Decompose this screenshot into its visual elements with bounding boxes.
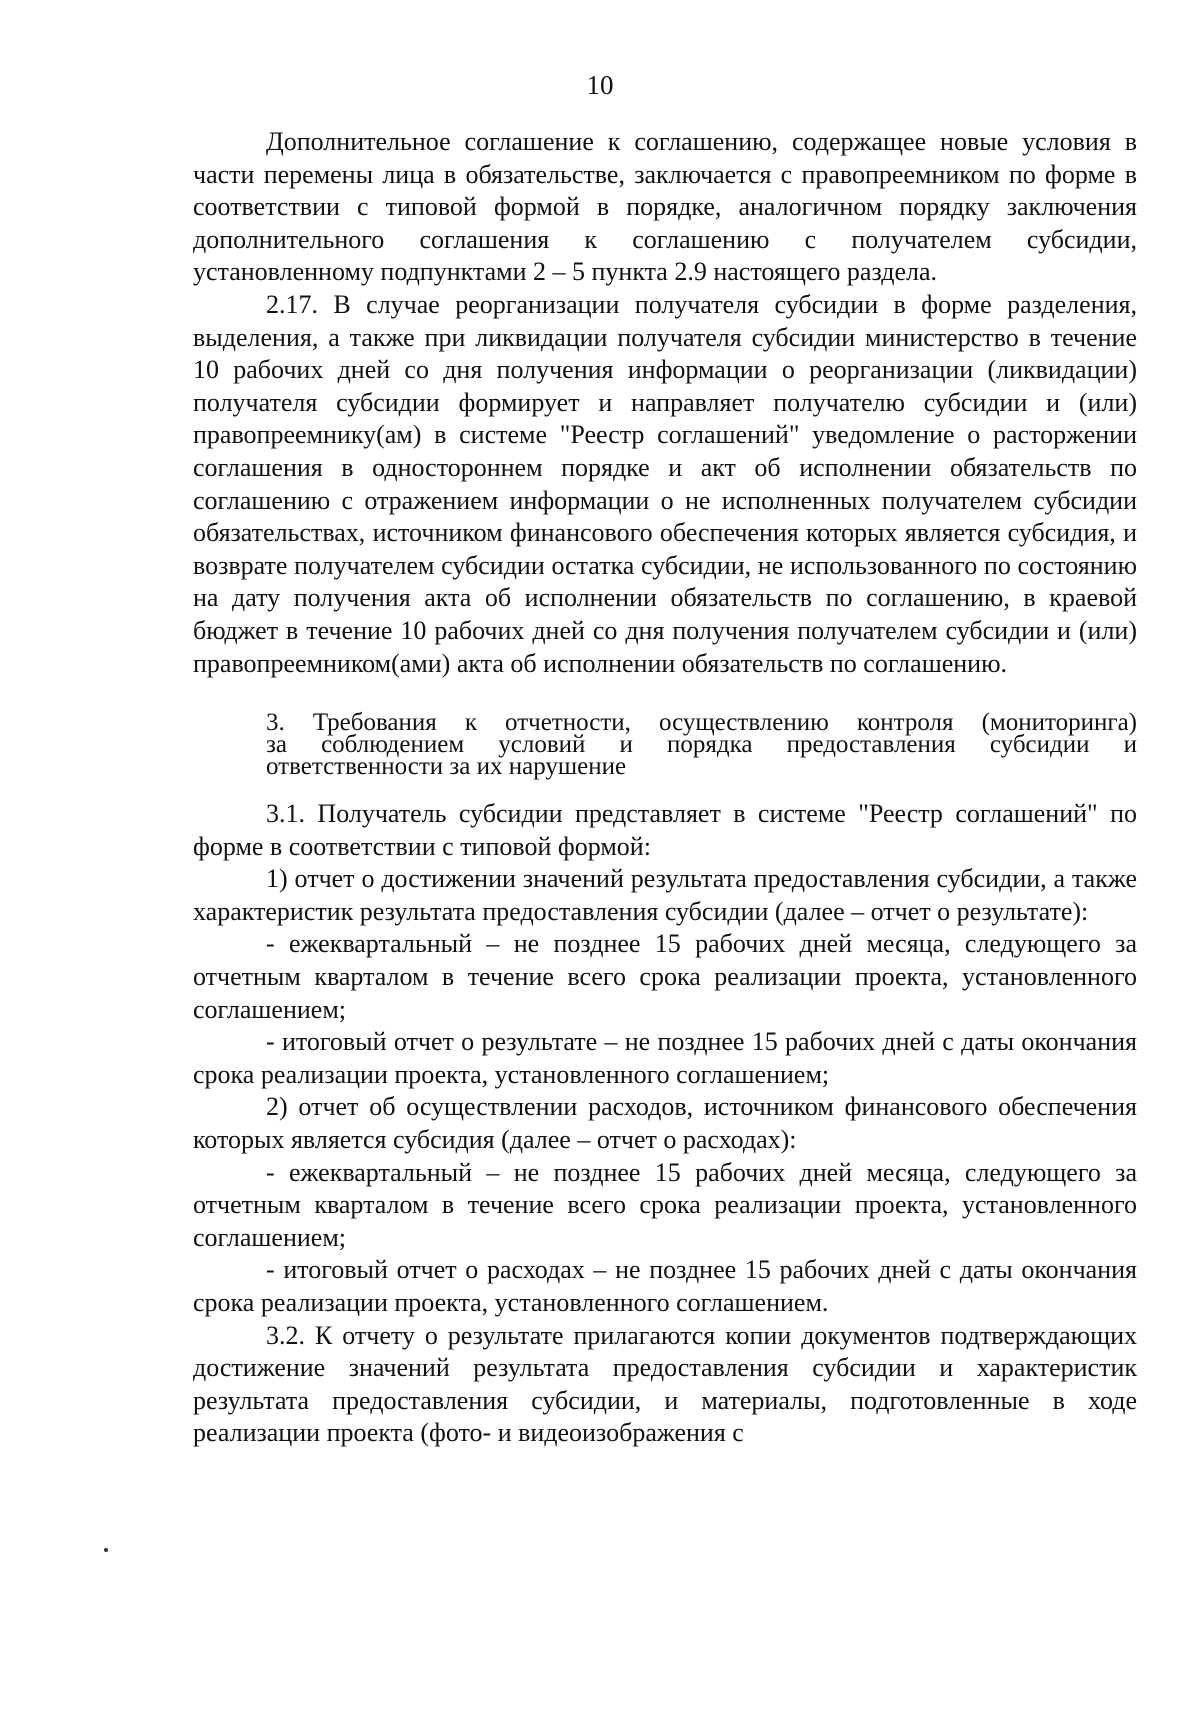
paragraph-additional-agreement: Дополнительное соглашение к соглашению, содержащее новые условия в части перемены лица в обязательстве, заключается с правопреемником по форме в соответствии с типовой формой в порядке, аналогичном порядку заключения дополнительного соглашения к соглашению с получателем субсидии, установленному подпунктами 2 – 5 пункта 2.9 настоящего раздела. (193, 127, 1137, 287)
section-heading-line-3: ответственности за их нарушение (266, 753, 627, 781)
page-number: 10 (586, 70, 614, 100)
section-heading-line-1: 3. Требования к отчетности, осуществлению контроля (мониторинга) (266, 709, 1137, 737)
paragraph-2-17: 2.17. В случае реорганизации получателя субсидии в форме разделения, выделения, а также при ликвидации получателя субсидии министерство в течение 10 рабочих дней со дня получения информации о реорганизации (ликвидации) получателя субсидии формирует и направляет получателю субсидии и (или) правопреемнику(ам) в системе "Реестр соглашений" уведомление о расторжении соглашения в одностороннем порядке и акт об исполнении обязательств по соглашению с отражением информации о не исполненных получателем субсидии обязательствах, источником финансового обеспечения которых является субсидия, и возврате получателем субсидии остатка субсидии, не использованного по состоянию на дату получения акта об исполнении обязательств по соглашению, в краевой бюджет в течение 10 рабочих дней со дня получения получателем субсидии и (или) правопреемником(ами) акта об исполнении обязательств по соглашению. (193, 289, 1137, 678)
paragraph-quarterly-expenses-report: - ежеквартальный – не позднее 15 рабочих дней месяца, следующего за отчетным кварталом в течение всего срока реализации проекта, установленного соглашением; (193, 1157, 1137, 1252)
section-3-heading (193, 709, 1137, 781)
paragraph-3-1: 3.1. Получатель субсидии представляет в системе "Реестр соглашений" по форме в соответствии с типовой формой: (193, 799, 1137, 861)
paragraph-expenses-report: 2) отчет об осуществлении расходов, источником финансового обеспечения которых является субсидия (далее – отчет о расходах): (193, 1092, 1137, 1155)
document-body (193, 126, 1137, 1450)
paragraph-final-result-report: - итоговый отчет о результате – не позднее 15 рабочих дней с даты окончания срока реализации проекта, установленного соглашением; (193, 1027, 1137, 1089)
section-heading-line-2: за соблюдением условий и порядка предоставления субсидии и (266, 731, 1137, 759)
scan-speck (104, 1548, 108, 1552)
paragraph-result-report: 1) отчет о достижении значений результата предоставления субсидии, а также характеристик результата предоставления субсидии (далее – отчет о результате): (193, 864, 1137, 926)
paragraph-quarterly-result-report: - ежеквартальный – не позднее 15 рабочих дней месяца, следующего за отчетным кварталом в течение всего срока реализации проекта, установленного соглашением; (193, 929, 1137, 1024)
paragraph-3-2: 3.2. К отчету о результате прилагаются копии документов подтверждающих достижение значений результата предоставления субсидии и характеристик результата предоставления субсидии, и материалы, подготовленные в ходе реализации проекта (фото- и видеоизображения с (193, 1320, 1137, 1448)
paragraph-final-expenses-report: - итоговый отчет о расходах – не позднее 15 рабочих дней с даты окончания срока реализации проекта, установленного соглашением. (193, 1255, 1137, 1317)
